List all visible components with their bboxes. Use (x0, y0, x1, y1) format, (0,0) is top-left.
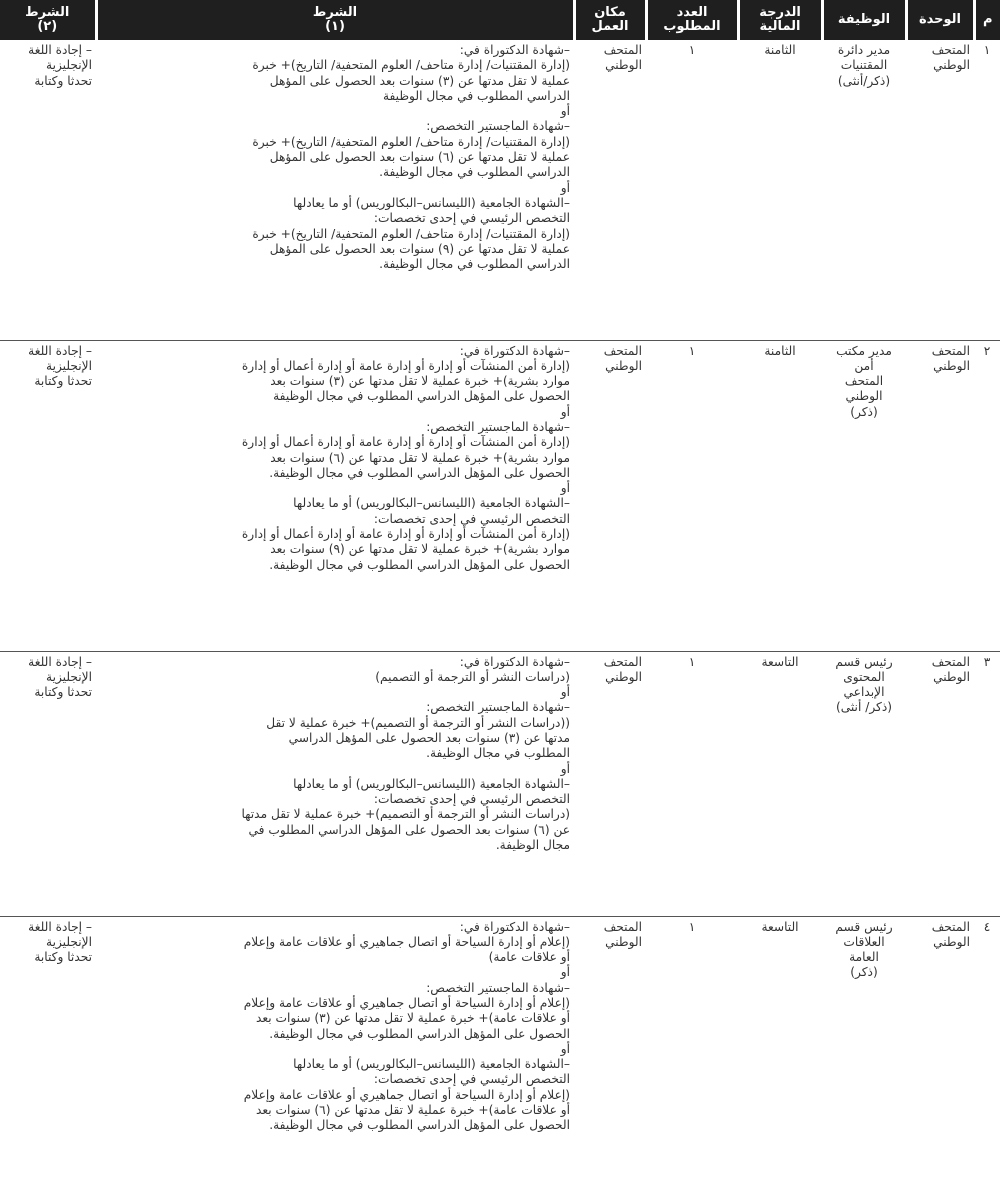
location-cell: المتحف الوطني (603, 919, 642, 949)
location-cell: المتحف الوطني (603, 654, 642, 684)
unit-cell: المتحف الوطني (931, 919, 970, 949)
header-no: م (974, 0, 1000, 40)
header-count: العدد المطلوب (646, 0, 738, 40)
condition-2-cell: – إجادة اللغة الإنجليزية تحدثا وكتابة (28, 43, 92, 88)
header-grade: الدرجة المالية (738, 0, 822, 40)
header-unit: الوحدة (906, 0, 974, 40)
job-title-cell: رئيس قسم المحتوى الإبداعي (ذكر/ أنثى) (835, 654, 893, 715)
condition-1-cell: –شهادة الدكتوراة في: (إدارة أمن المنشآت أو إدارة أو إدارة عامة أو إدارة أعمال أو إدارة موارد بشرية)+ خبرة عملية لا تقل مدتها عن (٣) سنوات بعد الحصول على المؤهل الدراسي المطلوب في مجال الوظيفة أو –شهادة الماجستير التخصص: (إدارة أمن المنشآت أو إدارة أو إدارة عامة أو إدارة أعمال أو إدارة موارد بشرية)+ خبرة عملية لا تقل مدتها عن (٦) سنوات بعد الحصول على المؤهل الدراسي المطلوب في مجال الوظيفة. أو –الشهادة الجامعية (الليسانس–البكالوريس) أو ما يعادلها التخصص الرئيسي في إحدى تخصصات: (إدارة أمن المنشآت أو إدارة أو إدارة عامة أو إدارة أعمال أو إدارة موارد بشرية)+ خبرة عملية لا تقل مدتها عن (٩) سنوات بعد الحصول على المؤهل الدراسي المطلوب في مجال الوظيفة. (241, 343, 570, 572)
condition-2-cell: – إجادة اللغة الإنجليزية تحدثا وكتابة (28, 654, 92, 700)
header-condition-2: الشرط (٢) (0, 0, 96, 40)
count-cell: ١ (688, 43, 696, 57)
header-location: مكان العمل (574, 0, 646, 40)
condition-1-cell: –شهادة الدكتوراة في: (إعلام أو إدارة السياحة أو اتصال جماهيري أو علاقات عامة وإعلام أو علاقات عامة) أو –شهادة الماجستير التخصص: (إعلام أو إدارة السياحة أو اتصال جماهيري أو علاقات عامة وإعلام أو علاقات عامة)+ خبرة عملية لا تقل مدتها عن (٣) سنوات بعد الحصول على المؤهل الدراسي المطلوب في مجال الوظيفة. أو –الشهادة الجامعية (الليسانس–البكالوريس) أو ما يعادلها التخصص الرئيسي في إحدى تخصصات: (إعلام أو إدارة السياحة أو اتصال جماهيري أو علاقات عامة وإعلام أو علاقات عامة)+ خبرة عملية لا تقل مدتها عن (٦) سنوات بعد الحصول على المؤهل الدراسي المطلوب في مجال الوظيفة. (243, 919, 570, 1133)
condition-2-cell: – إجادة اللغة الإنجليزية تحدثا وكتابة (28, 343, 92, 389)
count-cell: ١ (688, 919, 696, 934)
job-title-cell: مدير مكتب أمن المتحف الوطني (ذكر) (836, 343, 892, 419)
table-row (0, 651, 1000, 916)
row-number: ١ (983, 43, 991, 57)
table-header-row (0, 0, 1000, 40)
unit-cell: المتحف الوطني (931, 654, 970, 684)
unit-cell: المتحف الوطني (931, 43, 970, 73)
condition-1-cell: –شهادة الدكتوراة في: (إدارة المقتنيات/ إدارة متاحف/ العلوم المتحفية/ التاريخ)+ خبرة عملية لا تقل مدتها عن (٣) سنوات بعد الحصول على المؤهل الدراسي المطلوب في مجال الوظيفة أو –شهادة الماجستير التخصص: (إدارة المقتنيات/ إدارة متاحف/ العلوم المتحفية/ التاريخ)+ خبرة عملية لا تقل مدتها عن (٦) سنوات بعد الحصول على المؤهل الدراسي المطلوب في مجال الوظيفة. أو –الشهادة الجامعية (الليسانس–البكالوريس) أو ما يعادلها التخصص الرئيسي في إحدى تخصصات: (إدارة المقتنيات/ إدارة متاحف/ العلوم المتحفية/ التاريخ)+ خبرة عملية لا تقل مدتها عن (٩) سنوات بعد الحصول على المؤهل الدراسي المطلوب في مجال الوظيفة. (252, 43, 570, 272)
header-condition-1: الشرط (١) (96, 0, 574, 40)
count-cell: ١ (688, 654, 696, 669)
table-row (0, 340, 1000, 651)
unit-cell: المتحف الوطني (931, 343, 970, 373)
count-cell: ١ (688, 343, 696, 358)
table-row (0, 916, 1000, 1196)
condition-2-cell: – إجادة اللغة الإنجليزية تحدثا وكتابة (28, 919, 92, 965)
job-title-cell: رئيس قسم العلاقات العامة (ذكر) (835, 919, 893, 980)
location-cell: المتحف الوطني (603, 343, 642, 373)
row-number: ٤ (983, 919, 991, 934)
job-title-cell: مدير دائرة المقتنيات (ذكر/أنثى) (837, 43, 891, 88)
location-cell: المتحف الوطني (603, 43, 642, 73)
row-number: ٢ (983, 343, 991, 358)
condition-1-cell: –شهادة الدكتوراة في: (دراسات النشر أو الترجمة أو التصميم) أو –شهادة الماجستير التخصص: ((دراسات النشر أو الترجمة أو التصميم)+ خبرة عملية لا تقل مدتها عن (٣) سنوات بعد الحصول على المؤهل الدراسي المطلوب في مجال الوظيفة. أو –الشهادة الجامعية (الليسانس–البكالوريس) أو ما يعادلها التخصص الرئيسي في إحدى تخصصات: (دراسات النشر أو الترجمة أو التصميم)+ خبرة عملية لا تقل مدتها عن (٦) سنوات بعد الحصول على المؤهل الدراسي المطلوب في مجال الوظيفة. (241, 654, 570, 853)
row-number: ٣ (983, 654, 991, 669)
header-job: الوظيفة (822, 0, 906, 40)
grade-cell: التاسعة (761, 919, 799, 934)
grade-cell: الثامنة (764, 343, 796, 358)
grade-cell: التاسعة (761, 654, 799, 669)
table-row (0, 40, 1000, 340)
grade-cell: الثامنة (764, 43, 796, 57)
